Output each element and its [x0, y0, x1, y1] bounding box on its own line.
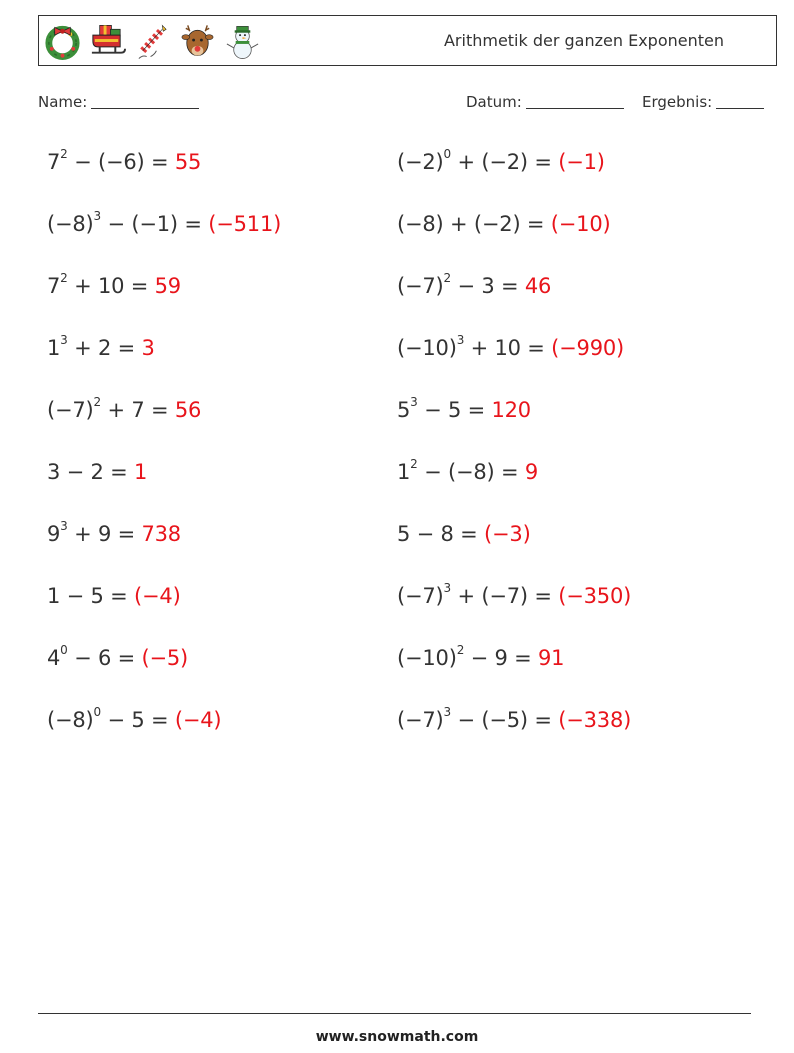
problem-operation: + (−7) =	[450, 584, 559, 608]
problem-answer: (−990)	[551, 336, 625, 360]
problem-exponent: 3	[443, 581, 451, 595]
problem-base: 4	[47, 646, 61, 670]
problem-answer: 120	[491, 398, 531, 422]
problem-base: (−8) + (−2) =	[397, 212, 551, 236]
snowman-icon	[223, 21, 262, 61]
problem-right-10	[397, 705, 632, 732]
problem-operation: − (−1) =	[100, 212, 209, 236]
problem-exponent: 3	[93, 209, 101, 223]
problem-operation: − (−5) =	[450, 708, 559, 732]
problem-left-10	[47, 705, 222, 732]
name-blank[interactable]	[91, 107, 199, 109]
problem-exponent: 3	[456, 333, 465, 347]
worksheet-title: Arithmetik der ganzen Exponenten	[443, 31, 724, 50]
problem-answer: 59	[154, 274, 181, 298]
problem-operation: + 2 =	[67, 336, 142, 360]
problem-base: (−10)	[397, 336, 457, 360]
problem-exponent: 2	[410, 457, 418, 471]
problem-base: (−7)	[397, 274, 444, 298]
problem-right-7	[397, 522, 531, 546]
problem-operation: + 7 =	[100, 398, 175, 422]
problem-exponent: 2	[443, 271, 451, 285]
date-label: Datum:	[466, 93, 522, 111]
problem-answer: (−338)	[558, 708, 632, 732]
problem-base: 9	[47, 522, 61, 546]
problem-operation: − 3 =	[450, 274, 525, 298]
problem-answer: 46	[524, 274, 552, 298]
date-blank[interactable]	[526, 107, 624, 109]
problem-exponent: 3	[60, 519, 68, 533]
problem-left-5	[47, 395, 202, 422]
problem-base: (−2)	[397, 150, 444, 174]
problem-operation: − (−8) =	[417, 460, 525, 484]
problem-left-4	[47, 333, 155, 360]
header-icons	[43, 21, 262, 61]
problem-exponent: 2	[60, 271, 68, 285]
problem-left-1	[47, 147, 202, 174]
problem-base: 5 − 8 =	[397, 522, 485, 546]
problem-answer: 56	[174, 398, 202, 422]
problem-exponent: 2	[93, 395, 101, 409]
problem-base: 3 − 2 =	[47, 460, 135, 484]
problem-base: 1	[47, 336, 61, 360]
problem-base: (−10)	[397, 646, 457, 670]
problem-operation: + 10 =	[67, 274, 155, 298]
problem-answer: (−10)	[550, 212, 611, 236]
problem-answer: (−4)	[174, 708, 222, 732]
problem-base: (−7)	[397, 584, 444, 608]
problem-left-8	[47, 584, 181, 608]
problem-right-9	[397, 643, 565, 670]
problem-base: 1	[397, 460, 411, 484]
problem-base: 5	[397, 398, 411, 422]
problem-answer: 9	[524, 460, 539, 484]
problem-exponent: 0	[60, 643, 68, 657]
name-label: Name:	[38, 93, 88, 111]
reindeer-icon	[178, 21, 217, 61]
problem-left-3	[47, 271, 181, 298]
name-field	[38, 93, 199, 111]
problem-base: (−7)	[397, 708, 444, 732]
problem-answer: 55	[174, 150, 202, 174]
problem-answer: 3	[141, 336, 155, 360]
candy-cane-icon	[133, 21, 172, 61]
problem-left-7	[47, 519, 181, 546]
footer-url: www.snowmath.com	[315, 1029, 479, 1045]
problem-answer: 91	[538, 646, 565, 670]
problem-operation: + (−2) =	[450, 150, 559, 174]
problem-base: 7	[47, 274, 61, 298]
problem-base: 7	[47, 150, 61, 174]
problem-exponent: 0	[93, 705, 101, 719]
result-field	[642, 93, 764, 111]
problem-answer: (−350)	[558, 584, 632, 608]
problem-answer: (−511)	[208, 212, 282, 236]
problem-exponent: 3	[410, 395, 418, 409]
problem-exponent: 0	[443, 147, 451, 161]
footer-divider	[38, 1013, 751, 1014]
problem-base: 1 − 5 =	[47, 584, 135, 608]
problem-operation: − 9 =	[464, 646, 539, 670]
problem-left-6	[47, 460, 147, 484]
problem-base: (−8)	[47, 708, 94, 732]
wreath-icon	[43, 21, 82, 61]
sleigh-icon	[88, 21, 127, 61]
problem-right-1	[397, 147, 605, 174]
problem-operation: − 5 =	[100, 708, 175, 732]
problem-exponent: 2	[456, 643, 465, 657]
problem-exponent: 2	[60, 147, 68, 161]
problem-operation: − 5 =	[417, 398, 492, 422]
problem-left-2	[47, 209, 282, 236]
date-field	[466, 93, 624, 111]
problem-answer: 738	[141, 522, 181, 546]
problem-operation: − (−6) =	[67, 150, 175, 174]
problem-answer: (−5)	[141, 646, 189, 670]
result-label: Ergebnis:	[642, 93, 713, 111]
problem-operation: + 10 =	[464, 336, 552, 360]
problem-operation: + 9 =	[67, 522, 142, 546]
problem-right-8	[397, 581, 632, 608]
problem-base: (−8)	[47, 212, 94, 236]
problem-right-3	[397, 271, 552, 298]
problem-answer: (−3)	[484, 522, 531, 546]
problem-exponent: 3	[443, 705, 451, 719]
problem-base: (−7)	[47, 398, 94, 422]
result-blank[interactable]	[716, 107, 764, 109]
problem-right-5	[397, 395, 531, 422]
problem-exponent: 3	[60, 333, 68, 347]
problem-right-6	[397, 457, 539, 484]
problem-answer: (−1)	[558, 150, 605, 174]
problem-answer: (−4)	[134, 584, 181, 608]
problem-right-4	[397, 333, 625, 360]
problem-operation: − 6 =	[67, 646, 142, 670]
problem-right-2	[397, 212, 611, 236]
header-box	[38, 15, 777, 66]
problem-answer: 1	[134, 460, 148, 484]
problem-left-9	[47, 643, 189, 670]
